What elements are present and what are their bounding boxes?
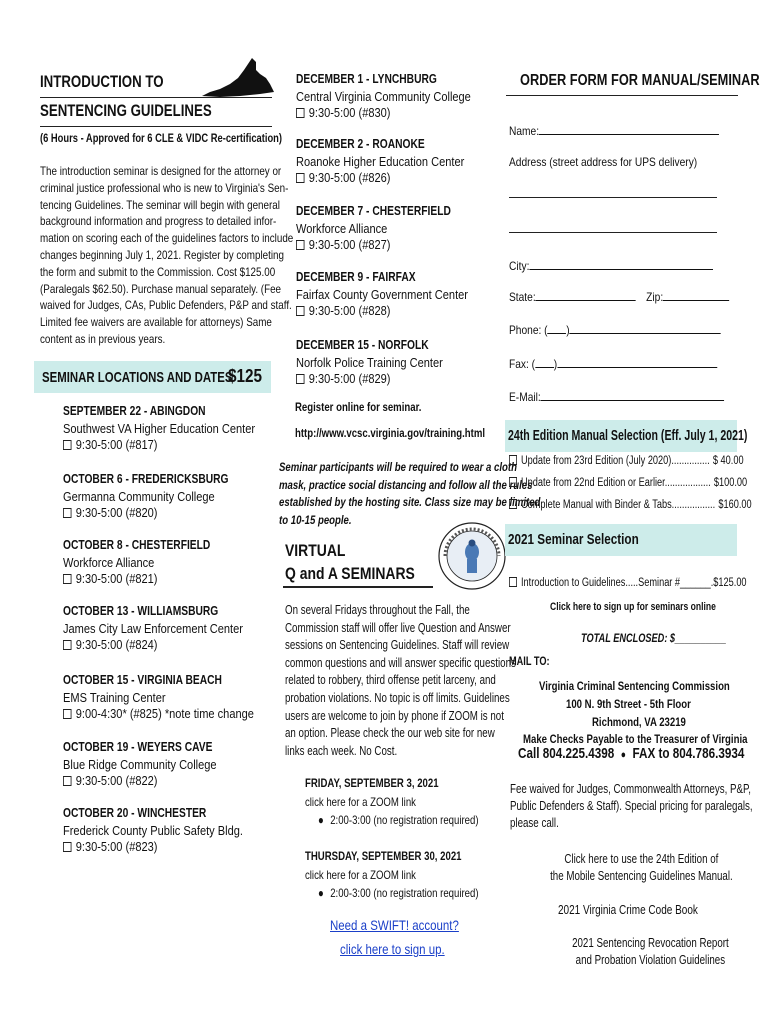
seminar-time: 9:30-5:00 (#822) [75, 773, 158, 788]
seminar-venue: EMS Training Center [63, 690, 166, 705]
seminar-time: 9:30-5:00 (#821) [75, 571, 158, 586]
seminar-venue: Roanoke Higher Education Center [296, 154, 465, 169]
fax-input-line[interactable] [557, 356, 717, 368]
virtual-text-line: probation violations. No topic is off limits. Guidelines [285, 690, 510, 705]
seminar-time-row[interactable] [63, 571, 157, 586]
manual-option-row[interactable] [509, 477, 747, 489]
seminar-time-row[interactable] [63, 637, 157, 652]
seminar-price: $125 [228, 366, 263, 386]
intro-line: content as in previous years. [40, 331, 166, 346]
seminar-venue: Fairfax County Government Center [296, 287, 468, 302]
manual-option-price: $ 40.00 [712, 455, 744, 467]
name-field-row[interactable] [509, 123, 719, 138]
seminar-time-row[interactable] [63, 505, 157, 520]
covid-note-line: Seminar participants will be required to wear a cloth [279, 460, 517, 474]
zoom-link[interactable]: click here for a ZOOM link [305, 868, 416, 882]
zip-input-line[interactable] [663, 289, 729, 301]
seminar-date-heading: OCTOBER 6 - FREDERICKSBURG [63, 472, 229, 486]
covid-note-line: established by the hosting site. Class size may be limited [279, 495, 541, 509]
manual-option-row[interactable] [509, 499, 752, 511]
seminar-date-heading: OCTOBER 15 - VIRGINIA BEACH [63, 673, 222, 687]
seminar-time: 9:30-5:00 (#830) [308, 105, 391, 120]
virtual-text-line: links each week. No Cost. [285, 743, 398, 758]
seminar-checkbox[interactable] [296, 173, 305, 183]
intro-line: criminal justice professional who is new to Virginia's Sen- [40, 180, 289, 195]
seminar-date-heading: SEPTEMBER 22 - ABINGDON [63, 404, 206, 418]
zoom-session-time: 2:00-3:00 (no registration required) [330, 886, 479, 900]
mail-address-line: 100 N. 9th Street - 5th Floor [566, 697, 691, 711]
virtual-text-line: users are welcome to join by phone if ZOOM is not [285, 708, 504, 723]
virtual-title-2: Q and A SEMINARS [285, 564, 415, 583]
signup-online-link[interactable]: Click here to sign up for seminars online [550, 601, 716, 613]
intro-line: background information and progress to detailed infor- [40, 214, 277, 229]
mail-address-line: Richmond, VA 23219 [592, 715, 686, 729]
seminar-checkbox[interactable] [296, 108, 305, 118]
manual-option-row[interactable] [509, 455, 744, 467]
seminar-venue: Southwest VA Higher Education Center [63, 421, 256, 436]
seminar-date-heading: DECEMBER 2 - ROANOKE [296, 137, 425, 151]
title-divider [40, 97, 272, 98]
zip-label: Zip: [646, 290, 664, 304]
crime-code-book[interactable]: 2021 Virginia Crime Code Book [558, 903, 698, 917]
virtual-text-line: related to robbery, third offense petit larceny, and [285, 673, 496, 688]
seminar-heading: 2021 Seminar Selection [508, 531, 639, 548]
manual-option-checkbox[interactable] [509, 477, 517, 487]
bullet-dot: ● [318, 886, 324, 900]
seminar-date-heading: DECEMBER 9 - FAIRFAX [296, 270, 416, 284]
intro-line: changes beginning July 1, 2021. Register by completing [40, 247, 284, 262]
zoom-session-time-row [318, 813, 479, 827]
seminar-time-row[interactable] [296, 303, 390, 318]
manual-option-checkbox[interactable] [509, 455, 517, 465]
seminar-date-heading: DECEMBER 7 - CHESTERFIELD [296, 204, 451, 218]
fee-note [510, 781, 753, 833]
mail-address-line: Make Checks Payable to the Treasurer of Virginia [523, 732, 748, 746]
seminar-time-row[interactable] [63, 437, 157, 452]
zoom-session-time: 2:00-3:00 (no registration required) [330, 813, 479, 827]
seminar-time-row[interactable] [296, 371, 390, 386]
intro-line: Limited fee waivers are available for attorneys) Same [40, 315, 272, 330]
covid-note-line: mask, practice social distancing and follow all the rules [279, 477, 533, 492]
seminar-venue: Workforce Alliance [296, 221, 388, 236]
virtual-title-1: VIRTUAL [285, 541, 346, 560]
manual-option-checkbox[interactable] [509, 499, 517, 509]
zoom-link[interactable]: click here for a ZOOM link [305, 795, 416, 809]
intro-title-line1: INTRODUCTION TO [40, 72, 164, 91]
seminar-time: 9:30-5:00 (#828) [308, 303, 391, 318]
seminar-checkbox[interactable] [63, 709, 72, 719]
mail-to-label: MAIL TO: [509, 656, 550, 668]
intro-title-line2: SENTENCING GUIDELINES [40, 101, 212, 120]
call-number: Call 804.225.4398 [518, 745, 615, 762]
hours-note: (6 Hours - Approved for 6 CLE & VIDC Re-certification) [40, 131, 283, 145]
manual-option-label: Update from 22nd Edition or Earlier.................. [521, 477, 711, 489]
seminar-venue: James City Law Enforcement Center [63, 621, 243, 636]
seminar-time-row[interactable] [296, 170, 390, 185]
virtual-text-line: Commission staff will offer live Question and Answer [285, 620, 511, 635]
revocation-line: 2021 Sentencing Revocation Report [572, 936, 729, 950]
seminar-date-heading: OCTOBER 19 - WEYERS CAVE [63, 740, 213, 754]
contact-line [518, 745, 744, 762]
intro-line: mation on scoring each of the guidelines factors to include [40, 231, 294, 246]
seminar-time-row[interactable] [296, 105, 390, 120]
seminar-checkbox[interactable] [296, 374, 305, 384]
virtual-text-line: common questions and will answer specific questions [285, 655, 516, 670]
name-label: Name: [509, 124, 540, 138]
register-url[interactable]: http://www.vcsc.virginia.gov/training.html [295, 426, 486, 440]
seminar-time: 9:30-5:00 (#826) [308, 170, 391, 185]
city-field-row[interactable] [509, 258, 713, 273]
phone-input-line[interactable] [570, 322, 721, 334]
bullet-dot: ● [620, 749, 626, 761]
fee-note-line: please call. [510, 816, 559, 831]
intro-line: (Paralegals $62.50). Purchase manual separately. (Fee [40, 281, 282, 296]
seminar-time: 9:30-5:00 (#820) [75, 505, 158, 520]
seminar-time-row[interactable] [63, 706, 254, 721]
address-label: Address (street address for UPS delivery) [509, 155, 698, 169]
revocation-report[interactable] [549, 935, 752, 969]
zoom-session-date: THURSDAY, SEPTEMBER 30, 2021 [305, 849, 462, 863]
seminar-date-heading: DECEMBER 15 - NORFOLK [296, 338, 429, 352]
seminar-checkbox[interactable] [63, 574, 72, 584]
register-online: Register online for seminar. [295, 400, 422, 414]
seminar-time: 9:30-5:00 (#823) [75, 839, 158, 854]
seminar-time: 9:30-5:00 (#827) [308, 237, 391, 252]
address-line-1[interactable] [509, 197, 717, 198]
seminar-date-heading: DECEMBER 1 - LYNCHBURG [296, 72, 437, 86]
seminar-checkbox-row[interactable] [509, 577, 747, 589]
seminar-time: 9:00-4:30* (#825) *note time change [75, 706, 254, 721]
mail-address-line: Virginia Criminal Sentencing Commission [539, 679, 730, 693]
state-label: State: [509, 290, 536, 304]
seminar-time-row[interactable] [296, 237, 390, 252]
fee-note-line: Public Defenders & Staff). Special pricing for paralegals, [510, 799, 753, 814]
locations-heading: SEMINAR LOCATIONS AND DATES [42, 369, 233, 386]
seminar-checkbox[interactable] [63, 776, 72, 786]
email-input-line[interactable] [541, 389, 725, 401]
seminar-time: 9:30-5:00 (#829) [308, 371, 391, 386]
seminar-checkbox[interactable] [63, 440, 72, 450]
seminar-time-row[interactable] [63, 839, 157, 854]
seminar-checkbox[interactable] [63, 508, 72, 518]
seminar-date-heading: OCTOBER 13 - WILLIAMSBURG [63, 604, 219, 618]
phone-label: Phone: ( [509, 323, 548, 337]
virtual-text-line: sessions on Sentencing Guidelines. Staff will review [285, 638, 510, 653]
swift-signup-link[interactable]: click here to sign up. [340, 941, 445, 957]
phone-field-row[interactable]: Phone: ( ) [509, 322, 721, 337]
fee-note-line: Fee waived for Judges, Commonwealth Attorneys, P&P, [510, 782, 751, 796]
manual-option-price: $160.00 [718, 499, 752, 511]
seminar-venue: Germanna Community College [63, 489, 215, 504]
bullet-dot: ● [318, 813, 324, 827]
fax-number: FAX to 804.786.3934 [632, 745, 745, 762]
zoom-session-time-row [318, 886, 479, 900]
seminar-checkbox[interactable] [63, 640, 72, 650]
order-title-underline [506, 95, 738, 96]
state-field-row[interactable] [509, 289, 729, 304]
total-enclosed[interactable]: TOTAL ENCLOSED: $__________ [581, 633, 727, 645]
title-underline [40, 126, 272, 127]
seminar-checkbox[interactable] [509, 577, 517, 587]
virtual-underline [283, 586, 433, 588]
virtual-text [285, 602, 516, 760]
seminar-venue: Norfolk Police Training Center [296, 355, 443, 370]
seminar-time-row[interactable] [63, 773, 157, 788]
seminar-time: 9:30-5:00 (#817) [75, 437, 158, 452]
manual-option-price: $100.00 [713, 477, 748, 489]
email-label: E-Mail: [509, 390, 541, 404]
seminar-venue: Central Virginia Community College [296, 89, 471, 104]
covid-note [279, 459, 541, 529]
state-input-line[interactable] [536, 289, 636, 301]
seminar-checkbox[interactable] [296, 240, 305, 250]
mobile-manual-link[interactable] [540, 851, 743, 885]
fax-label: Fax: ( [509, 357, 536, 371]
seminar-item-label: Introduction to Guidelines.....Seminar #______.$125.00 [521, 577, 747, 589]
revocation-line: and Probation Violation Guidelines [575, 953, 726, 968]
seminar-venue: Frederick County Public Safety Bldg. [63, 823, 243, 838]
manual-heading: 24th Edition Manual Selection (Eff. July 1, 2021) [508, 428, 748, 444]
virtual-text-line: On several Fridays throughout the Fall, the [285, 603, 470, 617]
order-form-title: ORDER FORM FOR MANUAL/SEMINAR [520, 72, 760, 89]
commission-seal-icon [437, 521, 507, 591]
seminar-date-heading: OCTOBER 20 - WINCHESTER [63, 806, 207, 820]
mobile-link-line: Click here to use the 24th Edition of [564, 852, 719, 866]
mobile-link-line: the Mobile Sentencing Guidelines Manual. [550, 869, 733, 884]
seminar-venue: Blue Ridge Community College [63, 757, 217, 772]
manual-option-label: Update from 23rd Edition (July 2020)............... [521, 455, 710, 467]
intro-paragraph [40, 163, 294, 348]
seminar-date-heading: OCTOBER 8 - CHESTERFIELD [63, 538, 211, 552]
intro-line: tencing Guidelines. The seminar will begin with general [40, 197, 280, 212]
city-label: City: [509, 259, 530, 273]
seminar-time: 9:30-5:00 (#824) [75, 637, 158, 652]
manual-option-label: Complete Manual with Binder & Tabs................. [521, 499, 716, 511]
virginia-map-icon [200, 56, 276, 100]
covid-note-line: to 10-15 people. [279, 512, 352, 527]
email-field-row[interactable] [509, 389, 724, 404]
intro-line: waived for Judges, CAs, Public Defenders, P&P and staff. [40, 298, 292, 313]
seminar-checkbox[interactable] [63, 842, 72, 852]
intro-line: The introduction seminar is designed for the attorney or [40, 164, 282, 178]
swift-account-link[interactable]: Need a SWIFT! account? [330, 917, 459, 933]
seminar-venue: Workforce Alliance [63, 555, 155, 570]
address-line-2[interactable] [509, 232, 717, 233]
zoom-session-date: FRIDAY, SEPTEMBER 3, 2021 [305, 776, 439, 790]
intro-line: the form and submit to the Commission. Cost $125.00 [40, 264, 276, 279]
virtual-text-line: an option. Please check the our web site for new [285, 726, 495, 741]
fax-field-row[interactable]: Fax: ( ) [509, 356, 717, 371]
name-input-line[interactable] [539, 123, 719, 135]
city-input-line[interactable] [529, 258, 713, 270]
seminar-checkbox[interactable] [296, 306, 305, 316]
